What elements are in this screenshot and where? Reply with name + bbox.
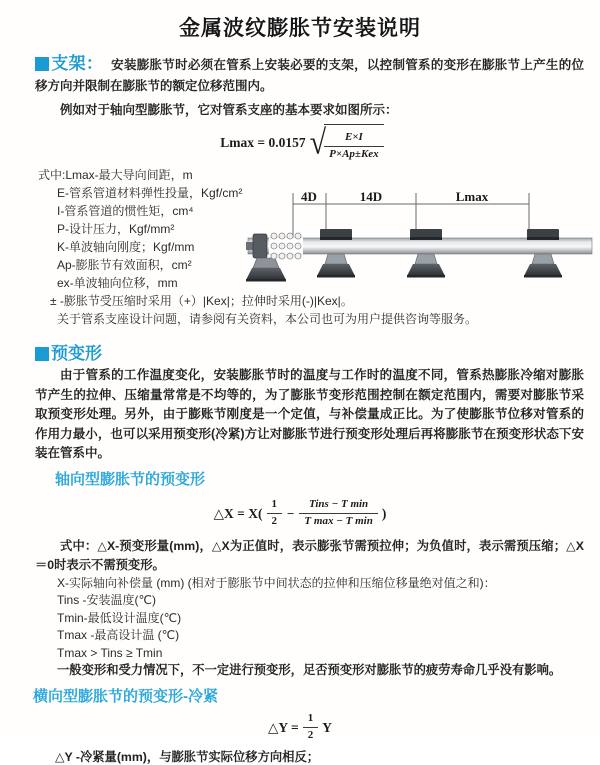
support-heading: 支架： — [51, 54, 104, 73]
axial-explain-paragraph: 式中：△X-预变形量(mm)，△X为正值时，表示膨张节需预拉伸；为负值时，表示需预压缩；△X＝0时表示不需预变形。 — [35, 538, 584, 572]
bellows-icon — [269, 233, 303, 259]
formula1-denominator: P×Ap±Kex — [329, 148, 379, 160]
definition-line: E-管系管道材料弹性投量，Kgf/cm² — [57, 186, 243, 200]
definition-line: I-管系管道的惯性矩，cm⁴ — [57, 204, 194, 218]
preform-section-heading-row — [35, 339, 600, 364]
support-example-line: 例如对于轴向型膨胀节，它对管系支座的基本要求如图所示： — [60, 103, 398, 117]
formula2-half-den: 2 — [271, 515, 277, 527]
axial-definition-line: Tins -安装温度(℃) — [57, 593, 157, 607]
axial-definition-line: Tmax -最高设计温 (℃) — [57, 628, 180, 642]
definition-line: ± -膨胀节受压缩时采用（+）|Kex|；拉伸时采用(-)|Kex|。 — [50, 294, 353, 308]
page-title: 金属波纹膨胀节安装说明 — [179, 17, 421, 40]
lateral-subheading: 横向型膨胀节的预变形-冷紧 — [33, 687, 218, 705]
formula3-half-fraction — [303, 712, 319, 743]
formula2-half-num: 1 — [267, 498, 283, 514]
axial-definition-line: X-实际轴向补偿量 (mm) (相对于膨胀节中间状态的拉伸和压缩位移量绝对值之和)： — [57, 575, 496, 590]
support-paragraph — [35, 54, 584, 96]
dim-label-lmax: Lmax — [455, 189, 489, 204]
formula2-minus-sign: − — [287, 505, 295, 521]
definition-line: 关于管系支座设计问题，请参阅有关资料，本公司也可为用户提供咨询等服务。 — [57, 312, 478, 326]
formula2-close-paren: ) — [381, 505, 387, 521]
axial-preform-formula — [0, 495, 600, 533]
definition-line: ex-单波轴向位移，mm — [57, 276, 178, 290]
sqrt-radical-sign: √ — [309, 123, 327, 162]
formula2-numerator: Tins − T min — [299, 498, 377, 514]
formula2-temp-fraction — [299, 498, 377, 529]
formula3-numerator: 1 — [303, 712, 319, 728]
formula1-numerator: E×I — [324, 131, 384, 147]
formula3-variable: Y — [322, 719, 332, 735]
dim-label-4d: 4D — [301, 189, 317, 204]
definitions-and-diagram — [0, 166, 600, 331]
formula2-half-fraction — [267, 498, 283, 529]
axial-note-line: 一般变形和受力情况下，不一定进行预变形，足否预变形对膨胀节的疲劳寿命几乎没有影响。 — [57, 663, 562, 677]
formula1-lhs: Lmax = 0.0157 — [220, 135, 306, 150]
formula3-lhs: △Y = — [268, 719, 299, 735]
formula1-radicand — [324, 124, 384, 162]
blue-square-bullet-icon — [35, 57, 49, 71]
pipe-support-diagram — [244, 191, 596, 291]
formula2-lhs: △X = X( — [213, 505, 263, 521]
preform-heading: 预变形 — [51, 344, 102, 363]
lateral-coldtight-formula — [0, 711, 600, 745]
preform-paragraph: 由于管系的工作温度变化，安装膨胀节时的温度与工作时的温度不同，管系热膨胀冷缩对膨胀节产生的拉伸、压缩量常常是不均等的，为了膨胀节变形范围控制在额定范围内，需要对膨胀节采取预变形处理。另外，由于膨账节刚度是一个定值，与补偿量成正比。为了使膨胀节位移对管系的作用力最小，也可以采用预变形(冷紧)方让对膨胀节进行预变形处理后再将膨胀节在预变形状态下安装在管系中。 — [35, 368, 584, 460]
axial-subheading: 轴向型膨胀节的预变形 — [55, 470, 206, 488]
definition-line: Ap-膨胀节有效面积，cm² — [57, 258, 192, 272]
lateral-definition-line: △Y -冷紧量(mm)，与膨胀节实际位移方向相反； — [55, 749, 320, 764]
formula1-fraction — [324, 131, 384, 162]
support-intro-text: 安装膨胀节时必须在管系上安装必要的支架，以控制管系的变形在膨胀节上产生的位移方向并限制在膨胀节的额定位移范围内。 — [35, 58, 584, 93]
definition-line: P-设计压力，Kgf/mm² — [57, 222, 175, 236]
dim-label-14d: 14D — [359, 189, 383, 204]
definition-line: K-单波轴向刚度；Kgf/mm — [57, 240, 195, 254]
blue-square-bullet-icon — [35, 347, 49, 361]
guide-spacing-formula — [0, 124, 600, 162]
formula3-denominator: 2 — [307, 729, 314, 741]
axial-definition-line: Tmax > Tins ≥ Tmin — [57, 645, 163, 660]
axial-definition-line: Tmin-最低设计温度(℃) — [57, 610, 182, 625]
definition-line: 式中:Lmax-最大导向间距，m — [38, 168, 193, 182]
formula2-denominator: T max − T min — [304, 515, 373, 527]
